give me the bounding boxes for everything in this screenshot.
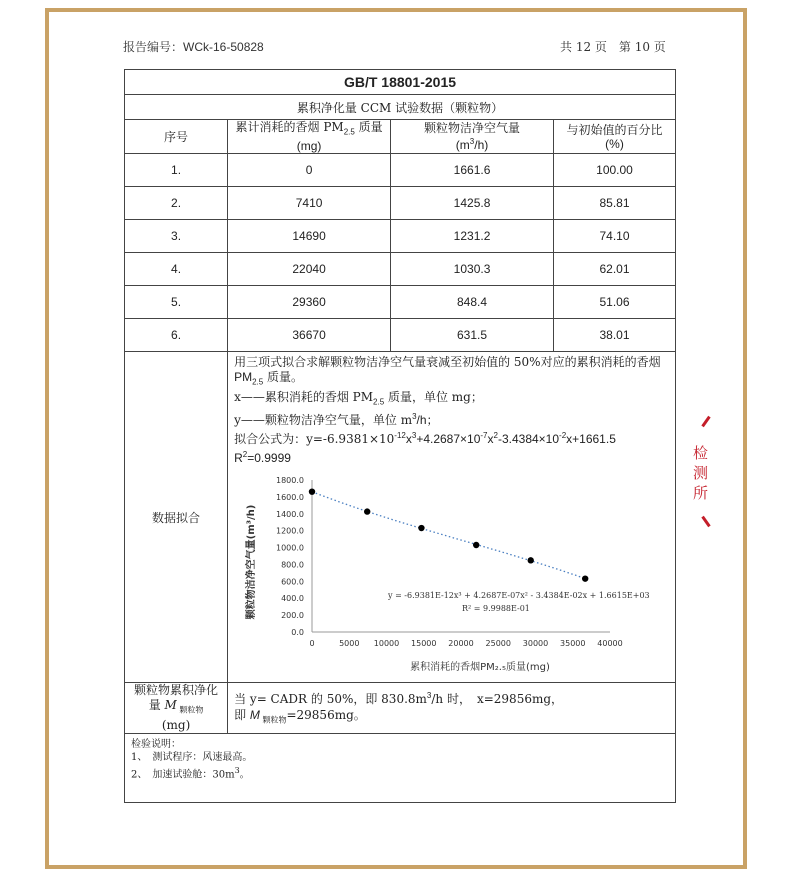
cell-seq: 3. (125, 220, 228, 253)
cell-percent: 85.81 (554, 187, 676, 220)
cell-mass: 22040 (228, 253, 391, 286)
cell-cadr: 848.4 (391, 286, 554, 319)
chart-r2: R² = 9.9988E-01 (462, 604, 530, 614)
table-row (125, 286, 676, 319)
data-point (582, 576, 588, 582)
cadr-label: 颗粒物累积净化 量 M $_{颗粒物}$ (mg) (125, 683, 228, 733)
y-tick-label: 600.0 (281, 577, 305, 587)
y-tick-label: 400.0 (281, 594, 305, 604)
table-row (125, 187, 676, 220)
cell-percent: 38.01 (554, 319, 676, 352)
x-tick-label: 0 (309, 639, 315, 649)
table-row (125, 154, 676, 187)
cell-seq: 2. (125, 187, 228, 220)
cadr-result (228, 683, 676, 733)
trendline (312, 492, 585, 579)
fit-content (228, 352, 676, 683)
table-row (125, 220, 676, 253)
cell-cadr: 1661.6 (391, 154, 554, 187)
fit-line-1: 用三项式拟合求解颗粒物洁净空气量衰减至初始值的 50%对应的累积消耗的香烟 (234, 355, 661, 370)
cell-cadr: 1030.3 (391, 253, 554, 286)
fit-line-2: $PM_{2.5}$ 质量。 (234, 370, 304, 387)
cadr-result-line-1: 当 y= CADR 的 50%，即 $830.8m^3/h$ 时， x=29856mg， (234, 690, 564, 706)
cell-percent: 100.00 (554, 154, 676, 187)
y-tick-label: 200.0 (281, 611, 305, 621)
cell-percent: 62.01 (554, 253, 676, 286)
x-tick-label: 5000 (339, 639, 360, 649)
data-point (473, 542, 479, 548)
cell-seq: 4. (125, 253, 228, 286)
x-tick-label: 25000 (485, 639, 512, 649)
data-point (309, 489, 315, 495)
table-row (125, 253, 676, 286)
x-tick-label: 20000 (448, 639, 474, 649)
y-tick-label: 1400.0 (276, 509, 305, 519)
table-row (125, 319, 676, 352)
data-point (528, 557, 534, 563)
y-tick-label: 0.0 (291, 628, 305, 638)
data-point (418, 525, 424, 531)
report-table (124, 69, 676, 803)
notes-title: 检验说明： (131, 738, 181, 750)
cell-cadr: 631.5 (391, 319, 554, 352)
x-tick-label: 15000 (411, 639, 437, 649)
y-axis-label: 颗粒物洁净空气量(m³/h) (246, 504, 258, 620)
fit-chart (240, 472, 650, 682)
cell-seq: 1. (125, 154, 228, 187)
y-tick-label: 1200.0 (276, 526, 305, 536)
cell-mass: 14690 (228, 220, 391, 253)
fit-formula: 拟合公式为：$y=-6.9381\times 10^{-12}x^3+4.2687\times 10^{-7}x^2-3.4384\times 10^{-2}x+1661.5$ (234, 431, 616, 447)
cell-seq: 6. (125, 319, 228, 352)
y-tick-label: 800.0 (281, 560, 305, 570)
x-tick-label: 35000 (560, 639, 586, 649)
cell-cadr: 1425.8 (391, 187, 554, 220)
fit-line-3: x——累积消耗的香烟 $PM_{2.5}$ 质量，单位 mg； (234, 389, 483, 407)
x-axis-label: 累积消耗的香烟PM₂.₅质量(mg) (410, 662, 550, 674)
chart-equation: y = -6.9381E-12x³ + 4.2687E-07x² - 3.4384E-02x + 1.6615E+03 (388, 591, 650, 601)
note-1: 1、 测试程序：风速最高。 (131, 751, 253, 763)
inspection-stamp: 检测所 (691, 445, 709, 505)
fit-r2: $R^2=0.9999$ (234, 450, 291, 466)
cell-mass: 0 (228, 154, 391, 187)
cell-cadr: 1231.2 (391, 220, 554, 253)
cell-seq: 5. (125, 286, 228, 319)
cell-percent: 74.10 (554, 220, 676, 253)
x-tick-label: 10000 (373, 639, 400, 649)
fit-line-4: y——颗粒物洁净空气量，单位 $m^3/h$； (234, 412, 439, 428)
y-tick-label: 1800.0 (276, 476, 305, 486)
col-header-percent: 与初始值的百分比 (%) (554, 120, 676, 154)
y-tick-label: 1600.0 (276, 493, 305, 503)
page-info: 共 12 页 第 10 页 (560, 40, 666, 54)
cell-percent: 51.06 (554, 286, 676, 319)
cell-mass: 7410 (228, 187, 391, 220)
standard-title: GB/T 18801-2015 (125, 70, 676, 95)
col-header-seq: 序号 (125, 120, 228, 154)
table-subtitle: 累积净化量 CCM 试验数据（颗粒物） (125, 95, 676, 120)
col-header-cadr: 颗粒物洁净空气量 $(m^3/h)$ (391, 120, 554, 154)
cell-mass: 29360 (228, 286, 391, 319)
x-tick-label: 40000 (597, 639, 623, 649)
note-2: 2、 加速试验舱：$30m^3$。 (131, 765, 250, 780)
cadr-result-line-2: 即 M $_{颗粒物}$=29856mg。 (234, 707, 366, 725)
fit-label: 数据拟合 (125, 352, 228, 683)
col-header-mass: 累计消耗的香烟 $PM_{2.5}$ 质量 (mg) (228, 120, 391, 154)
report-number: 报告编号：WCk-16-50828 (123, 40, 264, 54)
y-tick-label: 1000.0 (276, 543, 305, 553)
cell-mass: 36670 (228, 319, 391, 352)
x-tick-label: 30000 (522, 639, 549, 649)
data-point (364, 509, 370, 515)
test-notes (125, 733, 676, 802)
